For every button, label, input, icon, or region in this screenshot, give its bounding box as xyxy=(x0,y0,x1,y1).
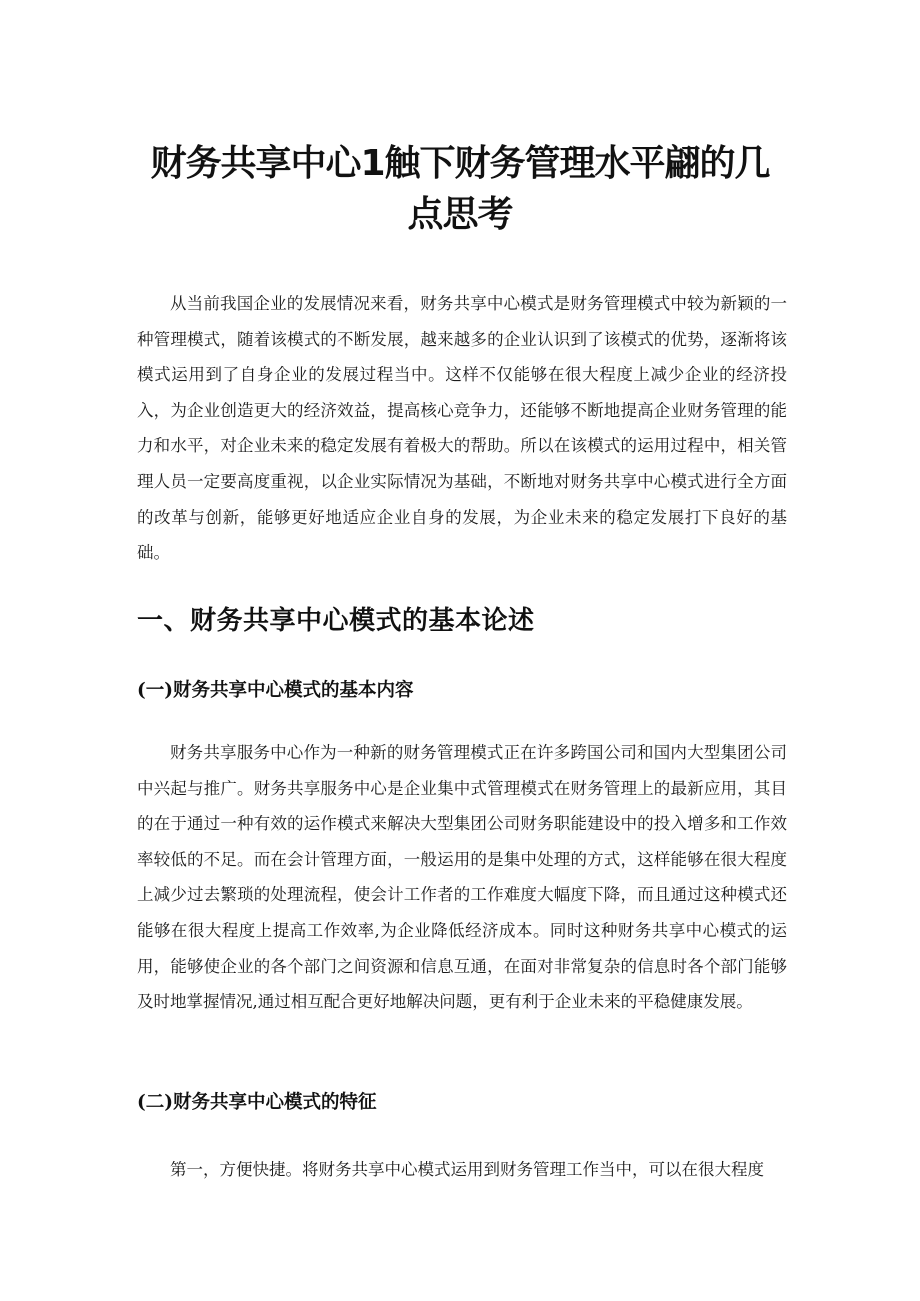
subsection-2-heading: (二)财务共享中心模式的特征 xyxy=(137,1092,377,1113)
section-1-heading: 一、财务共享中心模式的基本论述 xyxy=(137,606,535,636)
document-title-line-1: 财务共享中心1触下财务管理水平翩的几 xyxy=(150,143,770,184)
subsection-2-paragraph: 第一，方便快捷。将财务共享中心模式运用到财务管理工作当中，可以在很大程度 xyxy=(170,1160,764,1179)
subsection-1-paragraph: 财务共享服务中心作为一种新的财务管理模式正在许多跨国公司和国内大型集团公司中兴起与推广。财务共享服务中心是企业集中式管理模式在财务管理上的最新应用，其目的在于通过一种有效的运作模式来解决大型集团公司财务职能建设中的投入增多和工作效率较低的不足。而在会计管理方面，一般运用的是集中处理的方式，这样能够在很大程度上减少过去繁琐的处理流程，使会计工作者的工作难度大幅度下降，而且通过这种模式还能够在很大程度上提高工作效率,为企业降低经济成本。同时这种财务共享中心模式的运用，能够使企业的各个部门之间资源和信息互通，在面对非常复杂的信息时各个部门能够及时地掌握情况,通过相互配合更好地解决问题，更有利于企业未来的平稳健康发展。 xyxy=(137,743,787,1012)
subsection-1-heading: (一)财务共享中心模式的基本内容 xyxy=(137,680,414,701)
document-title-line-2: 点思考 xyxy=(407,194,513,235)
intro-paragraph: 从当前我国企业的发展情况来看，财务共享中心模式是财务管理模式中较为新颖的一种管理模式，随着该模式的不断发展，越来越多的企业认识到了该模式的优势，逐渐将该模式运用到了自身企业的发展过程当中。这样不仅能够在很大程度上减少企业的经济投入，为企业创造更大的经济效益，提高核心竞争力，还能够不断地提高企业财务管理的能力和水平，对企业未来的稳定发展有着极大的帮助。所以在该模式的运用过程中，相关管理人员一定要高度重视，以企业实际情况为基础，不断地对财务共享中心模式进行全方面的改革与创新，能够更好地适应企业自身的发展，为企业未来的稳定发展打下良好的基础。 xyxy=(137,294,787,563)
